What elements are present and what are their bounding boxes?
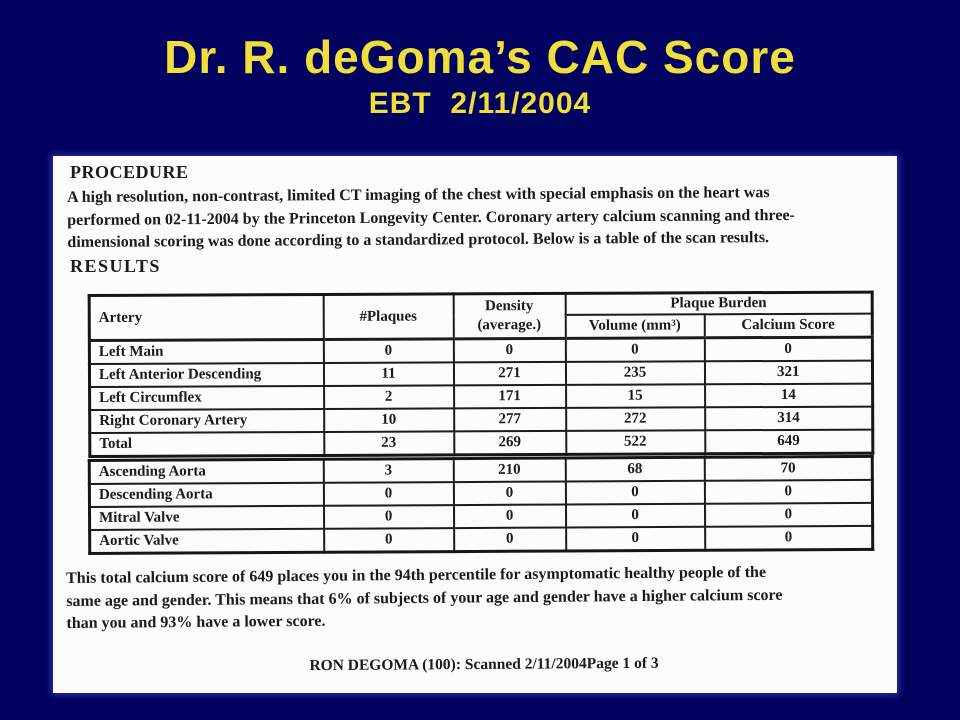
column-header-artery: Artery (89, 294, 323, 340)
table-row (89, 361, 872, 387)
table-row-total (90, 430, 873, 457)
table-row (90, 526, 873, 554)
cell-density: 269 (454, 431, 566, 455)
cell-calcium-score: 0 (704, 337, 872, 361)
column-header-calcium-score: Calcium Score (704, 314, 872, 338)
table-row (90, 407, 873, 433)
cell-artery: Total (90, 432, 324, 457)
slide-title: Dr. R. deGoma’s CAC Score (164, 31, 796, 83)
paragraph-line: dimensional scoring was done according to a standardized protocol. Below is a table of the scan results. (67, 229, 770, 251)
cell-volume: 0 (565, 504, 704, 528)
cell-artery: Left Main (89, 339, 323, 364)
table-row (89, 337, 872, 364)
column-header-volume: Volume (mm³) (565, 314, 704, 338)
cell-calcium-score: 0 (704, 503, 872, 527)
cell-volume: 68 (565, 457, 704, 481)
cell-volume: 522 (566, 430, 705, 454)
paragraph-line: A high resolution, non-contrast, limited CT imaging of the chest with special emphasis on the heart was (67, 184, 770, 206)
column-header-plaque-burden: Plaque Burden (565, 292, 872, 315)
procedure-heading: PROCEDURE (70, 162, 189, 182)
cell-volume: 235 (565, 361, 704, 385)
slide-subtitle: EBT 2/11/2004 (368, 87, 592, 120)
cell-calcium-score: 70 (704, 456, 872, 480)
cell-density: 0 (454, 527, 566, 551)
cell-artery: Left Circumflex (90, 386, 324, 410)
cell-calcium-score: 649 (705, 430, 873, 454)
cell-volume: 15 (566, 384, 705, 408)
cell-calcium-score: 0 (704, 480, 872, 504)
cell-calcium-score: 314 (705, 407, 873, 431)
procedure-paragraph (67, 182, 795, 255)
cell-plaques: 0 (323, 482, 453, 506)
cell-plaques: 11 (323, 362, 453, 386)
cell-volume: 272 (566, 407, 705, 431)
cell-artery: Descending Aorta (89, 483, 323, 507)
cell-plaques: 0 (323, 339, 453, 363)
cell-calcium-score: 14 (705, 384, 873, 408)
cell-calcium-score: 321 (704, 361, 872, 385)
results-heading: RESULTS (70, 256, 161, 276)
table-row (90, 384, 873, 410)
cell-artery: Right Coronary Artery (90, 409, 324, 433)
cell-plaques: 3 (323, 459, 453, 483)
scan-footer: RON DEGOMA (100): Scanned 2/11/2004Page 1 of 3 (309, 654, 659, 675)
cell-density: 0 (453, 504, 565, 528)
extracoronary-results-table (88, 455, 874, 555)
cell-plaques: 0 (323, 505, 453, 529)
column-header-plaques: #Plaques (323, 294, 453, 340)
cell-artery: Ascending Aorta (89, 459, 323, 484)
coronary-results-table (88, 291, 875, 458)
density-header-line1: Density (484, 298, 534, 315)
interpretation-paragraph (66, 562, 783, 636)
cell-volume: 0 (566, 527, 705, 551)
cell-volume: 0 (565, 481, 704, 505)
cell-density: 271 (453, 362, 565, 385)
cell-plaques: 2 (324, 385, 454, 409)
column-header-density (453, 293, 565, 338)
paragraph-line: than you and 93% have a lower score. (66, 612, 326, 632)
cell-density: 277 (454, 408, 566, 431)
paragraph-line: same age and gender. This means that 6% of subjects of your age and gender have a higher calcium score (66, 586, 783, 610)
cell-plaques: 0 (324, 528, 454, 552)
cell-density: 0 (453, 482, 565, 506)
paragraph-line: performed on 02-11-2004 by the Princeton Longevity Center. Coronary artery calcium scanning and three- (67, 206, 795, 229)
cell-plaques: 23 (324, 431, 454, 455)
cell-density: 0 (453, 338, 565, 362)
cell-artery: Left Anterior Descending (89, 363, 323, 387)
cell-density: 171 (454, 385, 566, 408)
cell-artery: Mitral Valve (89, 506, 323, 530)
cell-density: 210 (453, 458, 565, 482)
density-header-line2: (average.) (477, 317, 542, 334)
cell-volume: 0 (565, 338, 704, 362)
cell-calcium-score: 0 (705, 526, 873, 550)
scanned-report (53, 156, 897, 693)
paragraph-line: This total calcium score of 649 places you in the 94th percentile for asymptomatic healthy people of the (66, 563, 767, 587)
cell-plaques: 10 (324, 408, 454, 432)
cell-artery: Aortic Valve (90, 529, 324, 554)
